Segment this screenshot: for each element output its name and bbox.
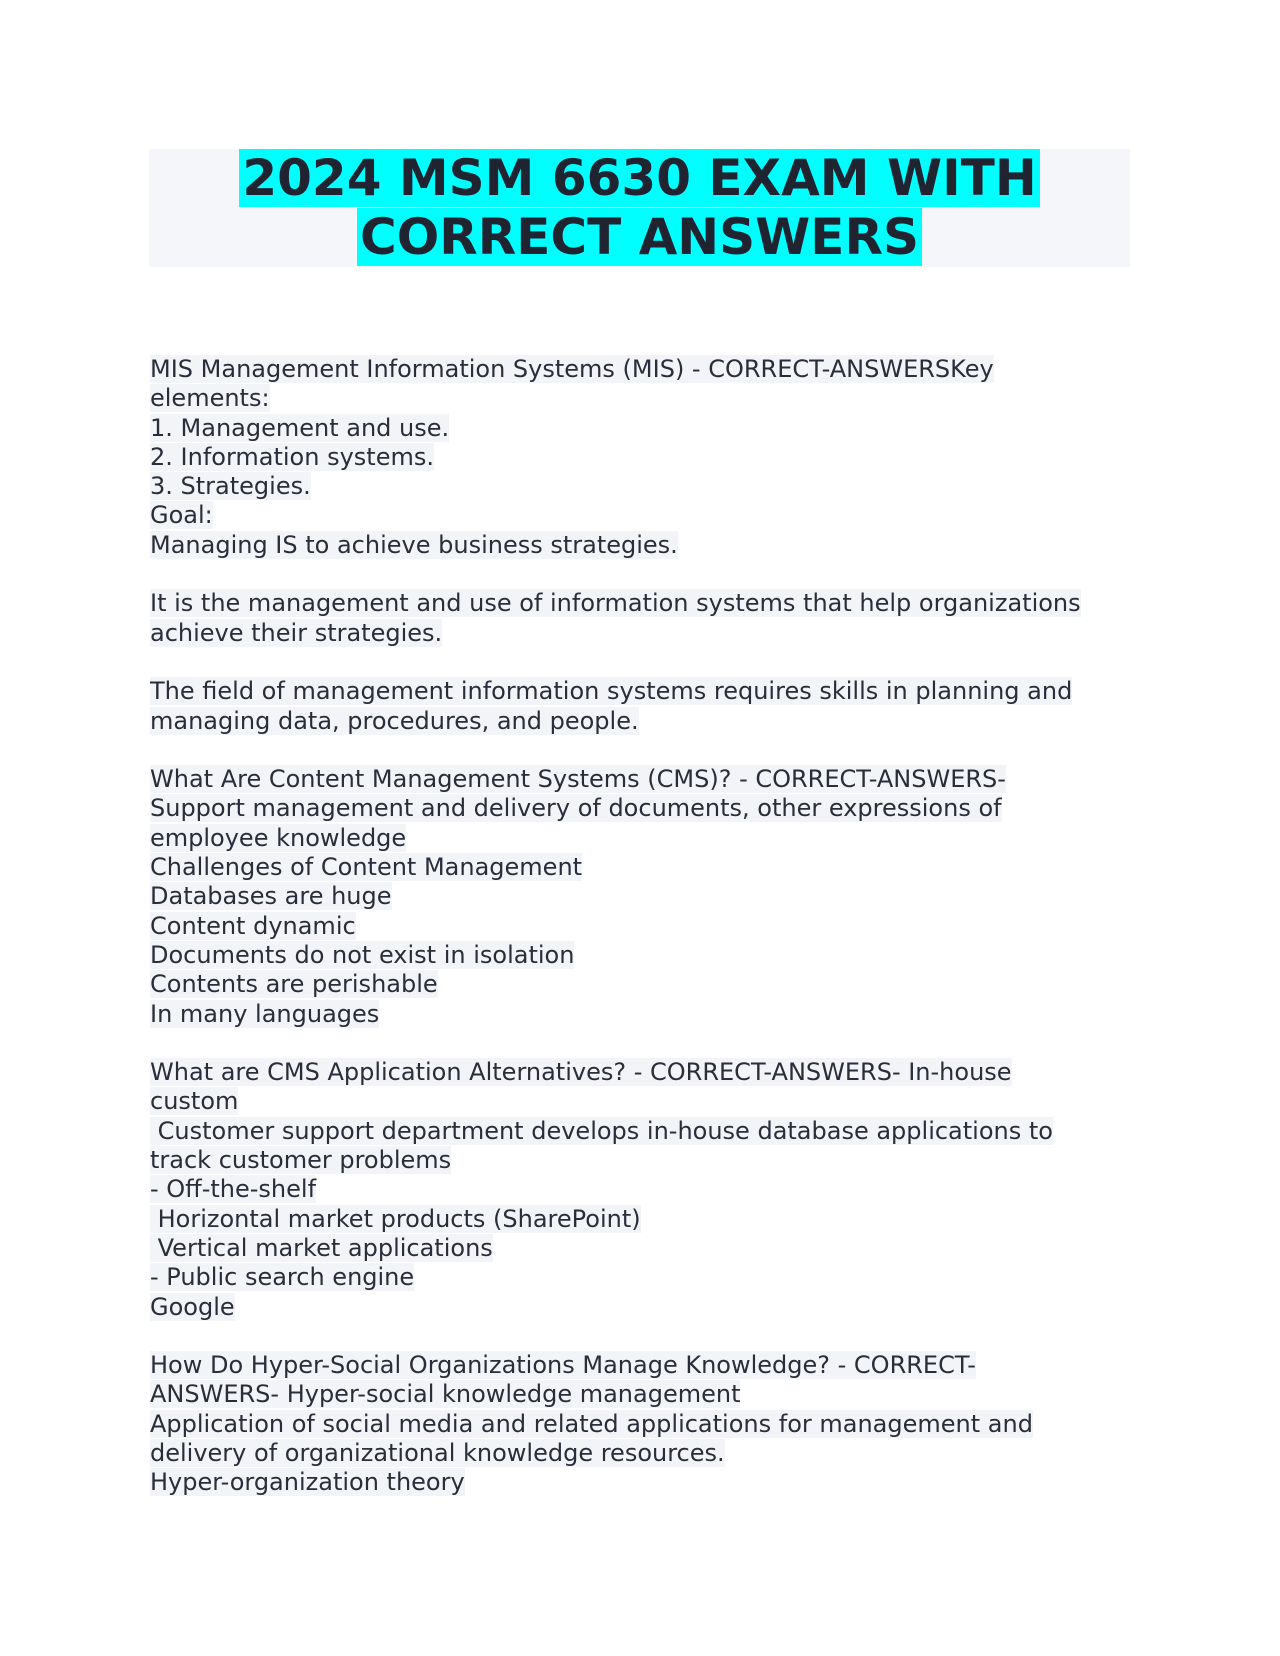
text-line: What Are Content Management Systems (CMS)? - CORRECT-ANSWERS- bbox=[150, 765, 1006, 794]
paragraph-gap bbox=[150, 1322, 1140, 1351]
text-line: Content dynamic bbox=[150, 911, 356, 940]
text-line: Vertical market applications bbox=[150, 1233, 493, 1262]
text-line: Hyper-organization theory bbox=[150, 1468, 465, 1497]
text-line: Goal: bbox=[150, 501, 213, 530]
paragraph-gap bbox=[150, 736, 1140, 765]
text-line: Horizontal market products (SharePoint) bbox=[150, 1204, 641, 1233]
document-body bbox=[150, 355, 1140, 1498]
text-line: custom bbox=[150, 1087, 239, 1116]
text-line: track customer problems bbox=[150, 1146, 452, 1175]
text-line: achieve their strategies. bbox=[150, 618, 443, 647]
text-line: - Off-the-shelf bbox=[150, 1175, 317, 1204]
text-line: In many languages bbox=[150, 999, 380, 1028]
text-line: The field of management information systems requires skills in planning and bbox=[150, 677, 1073, 706]
text-line: Support management and delivery of documents, other expressions of bbox=[150, 794, 1002, 823]
paragraph-gap bbox=[150, 648, 1140, 677]
text-line: Contents are perishable bbox=[150, 970, 438, 999]
text-line: Application of social media and related applications for management and bbox=[150, 1409, 1033, 1438]
title-line-2: CORRECT ANSWERS bbox=[149, 208, 1130, 267]
text-line: 2. Information systems. bbox=[150, 442, 434, 471]
title-line-1: 2024 MSM 6630 EXAM WITH bbox=[149, 149, 1130, 208]
document-title bbox=[149, 149, 1130, 267]
text-line: - Public search engine bbox=[150, 1263, 415, 1292]
text-line: Managing IS to achieve business strategies. bbox=[150, 530, 678, 559]
text-line: delivery of organizational knowledge resources. bbox=[150, 1438, 725, 1467]
text-line: Google bbox=[150, 1292, 235, 1321]
text-line: elements: bbox=[150, 384, 270, 413]
text-line: ANSWERS- Hyper-social knowledge management bbox=[150, 1380, 741, 1409]
text-line: employee knowledge bbox=[150, 823, 407, 852]
text-line: Customer support department develops in-house database applications to bbox=[150, 1116, 1053, 1145]
text-line: managing data, procedures, and people. bbox=[150, 706, 639, 735]
paragraph-gap bbox=[150, 1029, 1140, 1058]
paragraph-gap bbox=[150, 560, 1140, 589]
text-line: 3. Strategies. bbox=[150, 472, 311, 501]
text-line: Databases are huge bbox=[150, 882, 392, 911]
text-line: Documents do not exist in isolation bbox=[150, 940, 575, 969]
text-line: 1. Management and use. bbox=[150, 413, 450, 442]
text-line: Challenges of Content Management bbox=[150, 853, 583, 882]
text-line: What are CMS Application Alternatives? - CORRECT-ANSWERS- In-house bbox=[150, 1058, 1012, 1087]
text-line: It is the management and use of information systems that help organizations bbox=[150, 589, 1081, 618]
text-line: How Do Hyper-Social Organizations Manage Knowledge? - CORRECT- bbox=[150, 1351, 976, 1380]
text-line: MIS Management Information Systems (MIS) - CORRECT-ANSWERSKey bbox=[150, 355, 994, 383]
